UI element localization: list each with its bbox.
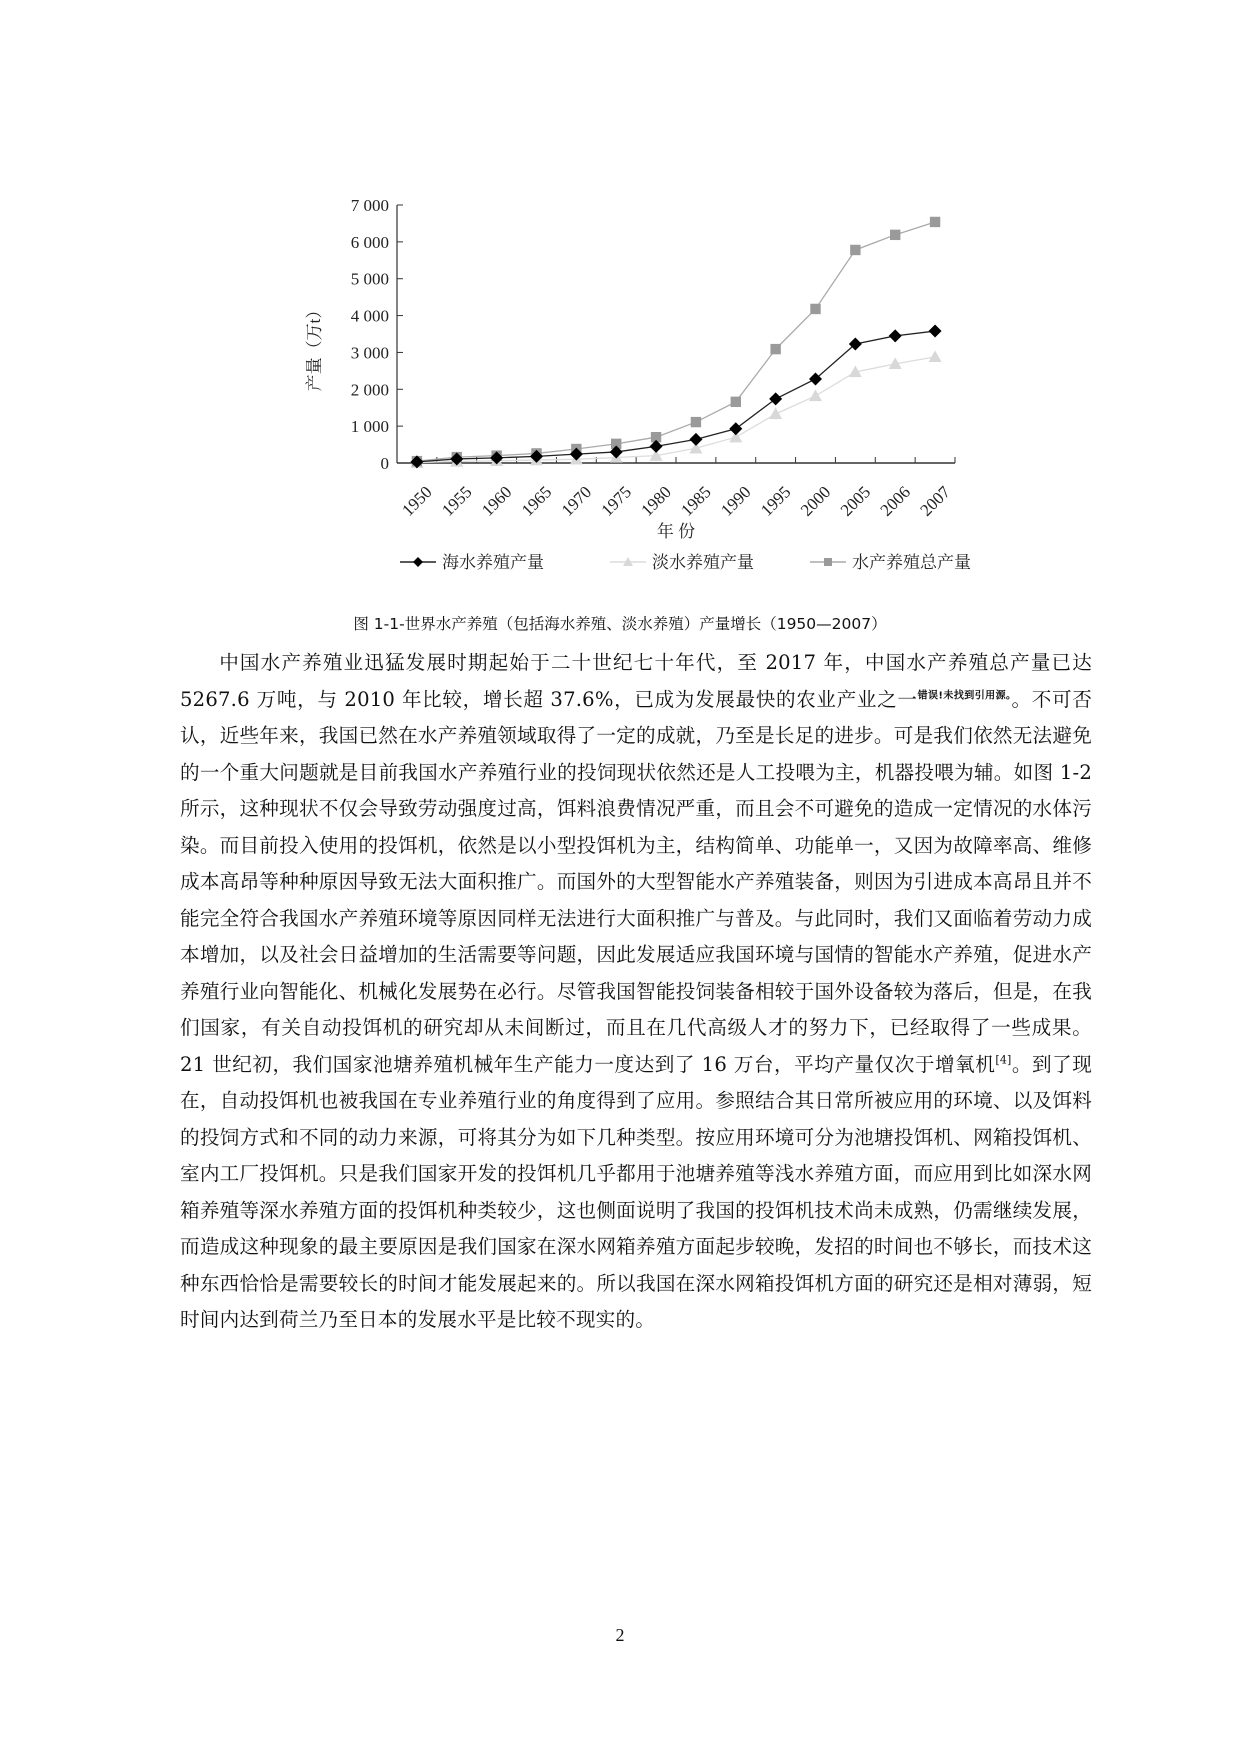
series-0	[410, 325, 941, 469]
paragraph-text-b: 。不可否认，近些年来，我国已然在水产养殖领域取得了一定的成就，乃至是长足的进步。可是我们依然无法避免的一个重大问题就是目前我国水产养殖行业的投饲现状依然还是人工投喂为主，机器投喂为辅。如图 1-2 所示，这种现状不仅会导致劳动强度过高，饵料浪费情况严重，而且会不可避免的造成一定情况的水体污染。而目前投入使用的投饵机，依然是以小型投饵机为主，结构简单、功能单一，又因为故障率高、维修成本高昂等种种原因导致无法大面积推广。而国外的大型智能水产养殖装备，则因为引进成本高昂且并不能完全符合我国水产养殖环境等原因同样无法进行大面积推广与普及。与此同时，我们又面临着劳动力成本增加，以及社会日益增加的生活需要等问题，因此发展适应我国环境与国情的智能水产养殖，促进水产养殖行业向智能化、机械化发展势在必行。尽管我国智能投饲装备相较于国外设备较为落后，但是，在我们国家，有关自动投饵机的研究却从未间断过，而且在几代高级人才的努力下，已经取得了一些成果。21 世纪初，我们国家池塘养殖机械年生产能力一度达到了 16 万台，平均产量仅次于增氧机	[180, 687, 1092, 1076]
production-chart	[300, 190, 1000, 590]
y-tick-label: 3 000	[350, 343, 389, 363]
series-1	[410, 350, 941, 467]
legend-label: 海水养殖产量	[442, 553, 544, 572]
body-paragraph	[180, 645, 1092, 1339]
y-tick-label: 2 000	[350, 380, 389, 400]
y-tick-label: 7 000	[350, 196, 389, 215]
x-tick-label: 1950	[398, 482, 436, 520]
x-tick-label: 1960	[478, 482, 516, 520]
reference-error-field[interactable]: 错误!未找到引用源。	[917, 689, 1012, 701]
paragraph-text-a: 中国水产养殖业迅猛发展时期起始于二十世纪七十年代，至 2017 年，中国水产养殖总产量已达 5267.6 万吨，与 2010 年比较，增长超 37.6%，已成为发展最快的农业产业之一	[180, 651, 1092, 711]
series-2	[412, 217, 941, 467]
y-axis-label: 产量（万t）	[305, 301, 324, 392]
x-axis-label: 年 份	[656, 522, 696, 541]
legend-item	[400, 553, 544, 572]
x-tick-label: 2005	[836, 482, 875, 520]
x-tick-label: 1995	[757, 482, 795, 520]
chart-legend	[400, 548, 1000, 578]
x-tick-label: 2006	[876, 482, 915, 520]
legend-label: 淡水养殖产量	[652, 553, 754, 572]
x-tick-label: 1955	[438, 482, 476, 520]
x-tick-label: 2000	[796, 482, 835, 520]
citation-ref[interactable]: [4]	[995, 1052, 1012, 1066]
x-tick-label: 1990	[717, 482, 755, 520]
legend-item	[810, 553, 971, 572]
x-tick-label: 2007	[916, 482, 954, 520]
y-tick-label: 0	[380, 454, 389, 473]
paragraph-text-c: 。到了现在，自动投饵机也被我国在专业养殖行业的角度得到了应用。参照结合其日常所被应用的环境、以及饵料的投饲方式和不同的动力来源，可将其分为如下几种类型。按应用环境可分为池塘投饵机、网箱投饵机、室内工厂投饵机。只是我们国家开发的投饵机几乎都用于池塘养殖等浅水养殖方面，而应用到比如深水网箱养殖等深水养殖方面的投饵机种类较少，这也侧面说明了我国的投饵机技术尚未成熟，仍需继续发展，而造成这种现象的最主要原因是我们国家在深水网箱养殖方面起步较晚，发招的时间也不够长，而技术这种东西恰恰是需要较长的时间才能发展起来的。所以我国在深水网箱投饵机方面的研究还是相对薄弱，短时间内达到荷兰乃至日本的发展水平是比较不现实的。	[180, 1052, 1092, 1331]
x-tick-label: 1970	[557, 482, 596, 520]
line-chart	[300, 190, 1000, 550]
y-tick-label: 5 000	[350, 269, 389, 289]
y-tick-label: 1 000	[350, 417, 389, 437]
legend-item	[610, 553, 754, 572]
paragraph-1	[180, 645, 1092, 1339]
x-tick-label: 1980	[637, 482, 675, 520]
y-tick-label: 6 000	[350, 232, 389, 252]
figure-caption: 图 1-1-世界水产养殖（包括海水养殖、淡水养殖）产量增长（1950—2007）	[353, 615, 887, 633]
x-tick-label: 1985	[677, 482, 715, 520]
x-tick-label: 1965	[517, 482, 556, 520]
legend-label: 水产养殖总产量	[852, 553, 971, 572]
x-tick-label: 1975	[597, 482, 636, 520]
y-tick-label: 4 000	[350, 306, 389, 326]
page-number: 2	[615, 1625, 625, 1645]
